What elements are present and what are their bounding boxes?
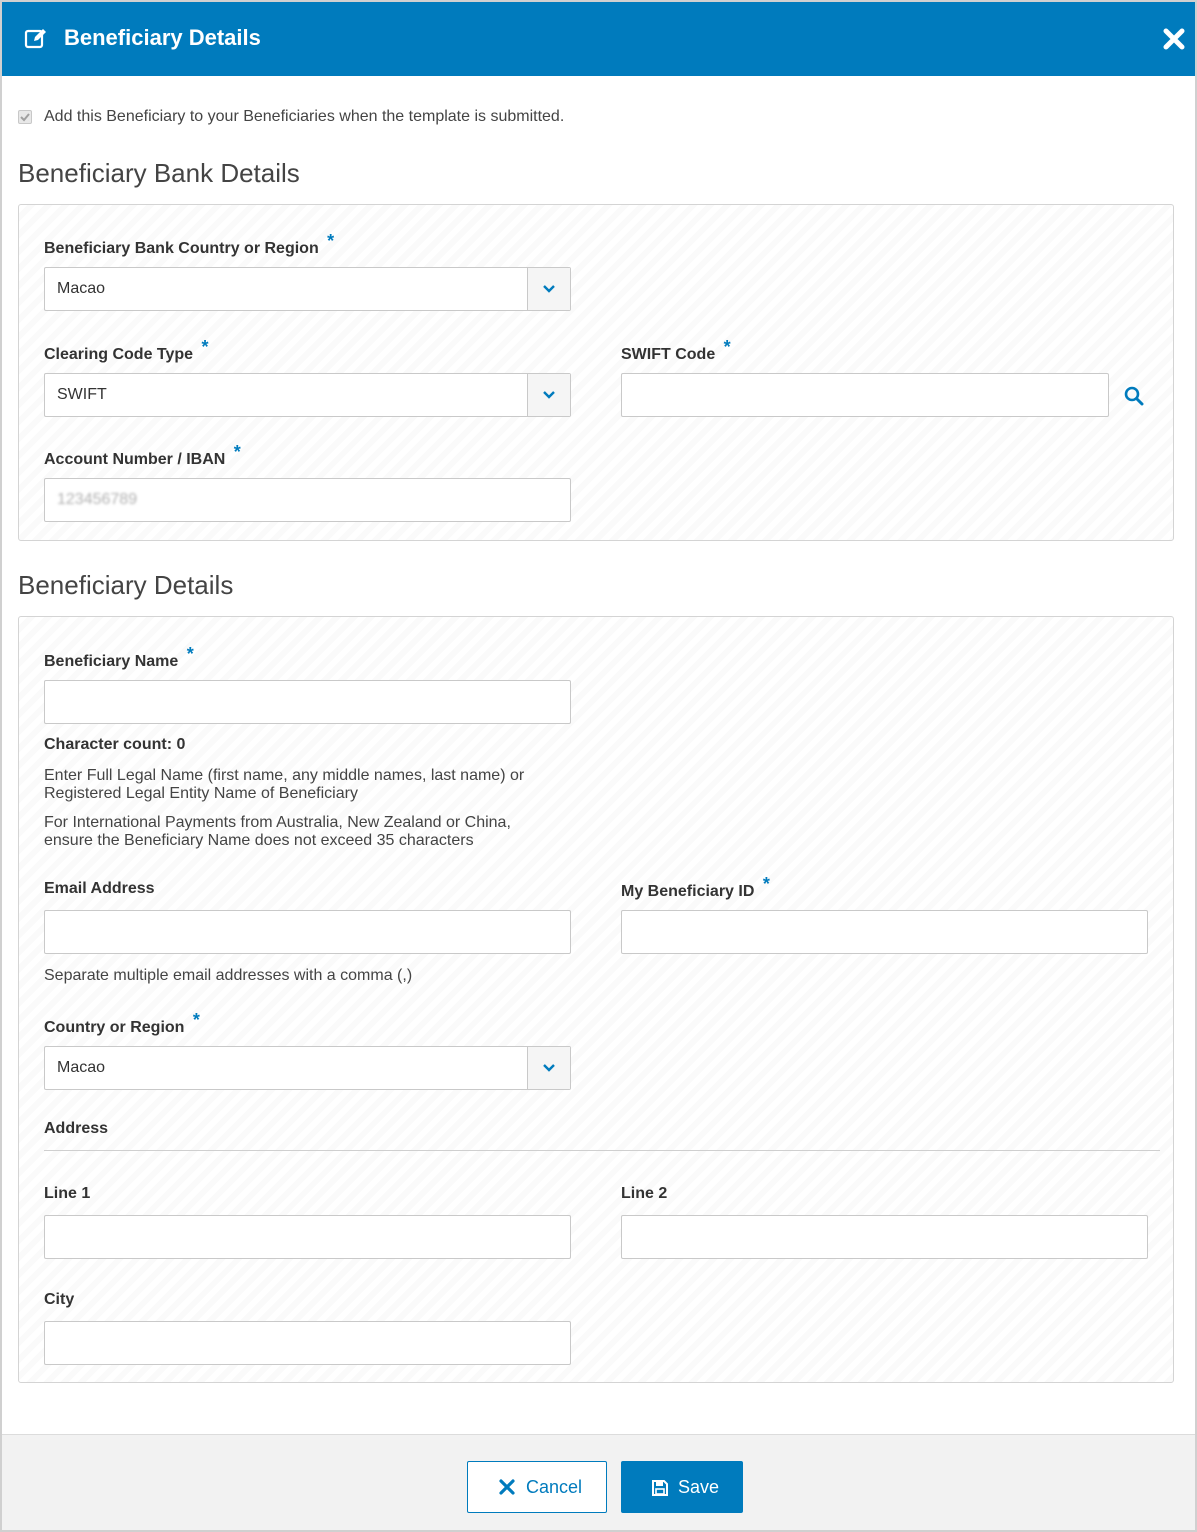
bank-country-value: Macao — [57, 280, 106, 297]
modal-footer — [2, 1434, 1195, 1530]
address-heading: Address — [44, 1120, 109, 1137]
city-input[interactable] — [44, 1321, 571, 1365]
clearing-code-type-select[interactable] — [44, 373, 571, 417]
swift-code-label: SWIFT Code * — [621, 337, 731, 363]
beneficiary-name-help-1: Enter Full Legal Name (first name, any middle names, last name) or Registered Legal Entity Name of Beneficiary — [44, 767, 525, 802]
add-to-beneficiaries-checkbox[interactable] — [18, 110, 32, 124]
account-number-label: Account Number / IBAN * — [44, 442, 241, 468]
modal-title: Beneficiary Details — [64, 25, 261, 50]
edit-icon — [24, 27, 48, 51]
beneficiary-name-input[interactable] — [44, 680, 571, 724]
country-region-label: Country or Region * — [44, 1010, 200, 1036]
swift-code-input[interactable] — [621, 373, 1109, 417]
bank-country-label: Beneficiary Bank Country or Region * — [44, 231, 335, 257]
account-number-input[interactable] — [44, 478, 571, 522]
chevron-down-icon[interactable] — [527, 268, 570, 310]
bank-details-panel — [18, 204, 1174, 541]
close-icon[interactable] — [1163, 28, 1189, 54]
required-marker: * — [327, 231, 335, 251]
account-number-value: 123456789 — [57, 491, 138, 508]
email-address-help: Separate multiple email addresses with a comma (,) — [44, 967, 413, 984]
close-icon — [499, 1479, 515, 1500]
required-marker: * — [186, 644, 194, 664]
email-address-input[interactable] — [44, 910, 571, 954]
beneficiary-section-title: Beneficiary Details — [18, 570, 234, 600]
cancel-button[interactable] — [467, 1461, 607, 1513]
bank-section-title: Beneficiary Bank Details — [18, 158, 300, 188]
country-region-select[interactable] — [44, 1046, 571, 1090]
required-marker: * — [233, 442, 241, 462]
save-label: Save — [678, 1477, 720, 1497]
required-marker: * — [192, 1010, 200, 1030]
address-line1-input[interactable] — [44, 1215, 571, 1259]
modal-header — [2, 2, 1195, 76]
cancel-label: Cancel — [526, 1477, 583, 1497]
required-marker: * — [762, 874, 770, 894]
address-line1-label: Line 1 — [44, 1185, 91, 1202]
country-region-value: Macao — [57, 1059, 106, 1076]
email-address-label: Email Address — [44, 880, 155, 897]
beneficiary-name-label: Beneficiary Name * — [44, 644, 194, 670]
clearing-code-type-label: Clearing Code Type * — [44, 337, 209, 363]
floppy-disk-icon — [651, 1479, 669, 1502]
city-label: City — [44, 1291, 75, 1308]
character-count: Character count: 0 — [44, 736, 186, 753]
chevron-down-icon[interactable] — [527, 374, 570, 416]
address-line2-label: Line 2 — [621, 1185, 668, 1202]
chevron-down-icon[interactable] — [527, 1047, 570, 1089]
beneficiary-details-panel — [18, 616, 1174, 1383]
search-icon[interactable] — [1123, 385, 1145, 407]
address-line2-input[interactable] — [621, 1215, 1148, 1259]
beneficiary-name-help-2: For International Payments from Australia, New Zealand or China, ensure the Beneficiary Name does not exceed 35 characters — [44, 814, 511, 849]
required-marker: * — [201, 337, 209, 357]
my-beneficiary-id-input[interactable] — [621, 910, 1148, 954]
save-button[interactable] — [621, 1461, 743, 1513]
add-to-beneficiaries-label: Add this Beneficiary to your Beneficiaries when the template is submitted. — [44, 108, 565, 125]
bank-country-select[interactable] — [44, 267, 571, 311]
clearing-code-type-value: SWIFT — [57, 386, 107, 403]
my-beneficiary-id-label: My Beneficiary ID * — [621, 874, 770, 900]
required-marker: * — [723, 337, 731, 357]
address-divider — [44, 1150, 1160, 1151]
